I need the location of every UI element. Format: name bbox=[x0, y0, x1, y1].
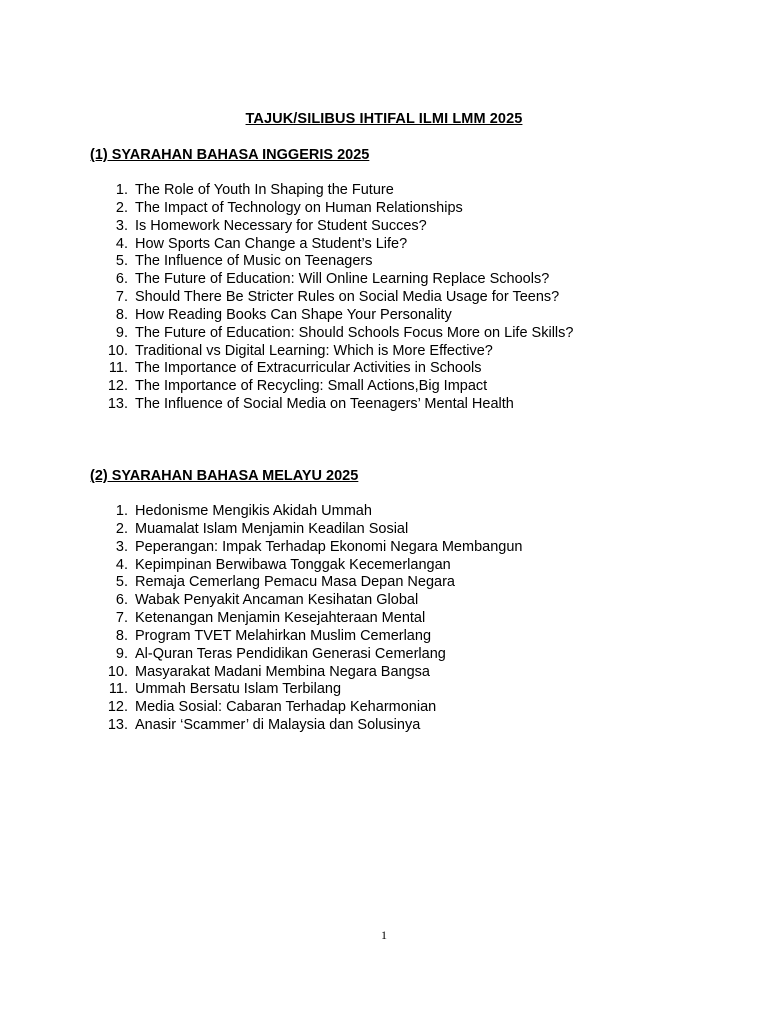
list-item-number: 6. bbox=[115, 592, 128, 609]
document-title: TAJUK/SILIBUS IHTIFAL ILMI LMM 2025 bbox=[245, 111, 523, 127]
list-item-text: Wabak Penyakit Ancaman Kesihatan Global bbox=[135, 592, 419, 609]
page-number: 1 bbox=[381, 928, 387, 942]
section-heading-malay: (2) SYARAHAN BAHASA MELAYU 2025 bbox=[90, 468, 359, 484]
list-item-number: 5. bbox=[115, 253, 128, 270]
list-item-text: The Impact of Technology on Human Relationships bbox=[135, 199, 463, 216]
list-item-number: 7. bbox=[115, 289, 128, 306]
section-heading-english: (1) SYARAHAN BAHASA INGGERIS 2025 bbox=[90, 147, 370, 163]
list-item-text: The Role of Youth In Shaping the Future bbox=[135, 182, 394, 198]
list-item-text: Ketenangan Menjamin Kesejahteraan Mental bbox=[135, 610, 426, 627]
list-item-text: The Importance of Recycling: Small Actions,Big Impact bbox=[135, 378, 488, 395]
list-item-number: 5. bbox=[115, 574, 128, 591]
list-item-number: 3. bbox=[115, 538, 128, 555]
list-item-text: Al-Quran Teras Pendidikan Generasi Cemerlang bbox=[135, 645, 446, 662]
list-item-number: 10. bbox=[107, 342, 128, 359]
list-item-number: 3. bbox=[115, 217, 128, 234]
list-item-text: Muamalat Islam Menjamin Keadilan Sosial bbox=[135, 520, 409, 537]
list-item-text: The Importance of Extracurricular Activities in Schools bbox=[135, 360, 482, 377]
list-item-number: 1. bbox=[115, 503, 128, 519]
list-item-text: Is Homework Necessary for Student Succes? bbox=[135, 217, 427, 234]
list-item-text: The Future of Education: Will Online Learning Replace Schools? bbox=[135, 271, 550, 288]
list-item-text: Should There Be Stricter Rules on Social Media Usage for Teens? bbox=[135, 289, 560, 306]
list-item-text: How Sports Can Change a Student’s Life? bbox=[135, 235, 408, 252]
list-item-number: 12. bbox=[107, 699, 128, 716]
list-item-number: 6. bbox=[115, 271, 128, 288]
list-item-number: 4. bbox=[115, 556, 128, 573]
list-item-text: Remaja Cemerlang Pemacu Masa Depan Negara bbox=[135, 574, 455, 591]
list-item-number: 8. bbox=[115, 306, 128, 323]
list-item-text: Ummah Bersatu Islam Terbilang bbox=[135, 681, 342, 698]
list-item-number: 13. bbox=[107, 396, 128, 413]
list-item-number: 2. bbox=[115, 199, 128, 216]
list-item-text: The Influence of Music on Teenagers bbox=[135, 253, 373, 270]
list-item-number: 9. bbox=[115, 324, 128, 341]
list-item-text: Kepimpinan Berwibawa Tonggak Kecemerlangan bbox=[135, 556, 451, 573]
list-item-text: The Future of Education: Should Schools Focus More on Life Skills? bbox=[135, 324, 574, 341]
list-item-number: 2. bbox=[115, 520, 128, 537]
list-item-number: 1. bbox=[115, 182, 128, 198]
list-item-number: 11. bbox=[108, 360, 128, 377]
list-item-text: Traditional vs Digital Learning: Which is More Effective? bbox=[135, 342, 493, 359]
list-item-number: 11. bbox=[108, 681, 128, 698]
list-item-number: 7. bbox=[115, 610, 128, 627]
list-item-text: Hedonisme Mengikis Akidah Ummah bbox=[135, 503, 372, 519]
list-item-number: 4. bbox=[115, 235, 128, 252]
list-item-text: Anasir ‘Scammer’ di Malaysia dan Solusinya bbox=[135, 717, 421, 734]
list-item-text: Peperangan: Impak Terhadap Ekonomi Negara Membangun bbox=[135, 538, 523, 555]
list-item-text: The Influence of Social Media on Teenagers’ Mental Health bbox=[135, 396, 514, 413]
list-item-text: Masyarakat Madani Membina Negara Bangsa bbox=[135, 663, 430, 680]
list-item-number: 8. bbox=[115, 627, 128, 644]
list-item-number: 12. bbox=[107, 378, 128, 395]
list-item-number: 13. bbox=[107, 717, 128, 734]
list-item-number: 10. bbox=[107, 663, 128, 680]
list-item-text: How Reading Books Can Shape Your Personality bbox=[135, 306, 452, 323]
list-item-text: Media Sosial: Cabaran Terhadap Keharmonian bbox=[135, 699, 437, 716]
list-item-number: 9. bbox=[115, 645, 128, 662]
list-item-text: Program TVET Melahirkan Muslim Cemerlang bbox=[135, 627, 432, 644]
